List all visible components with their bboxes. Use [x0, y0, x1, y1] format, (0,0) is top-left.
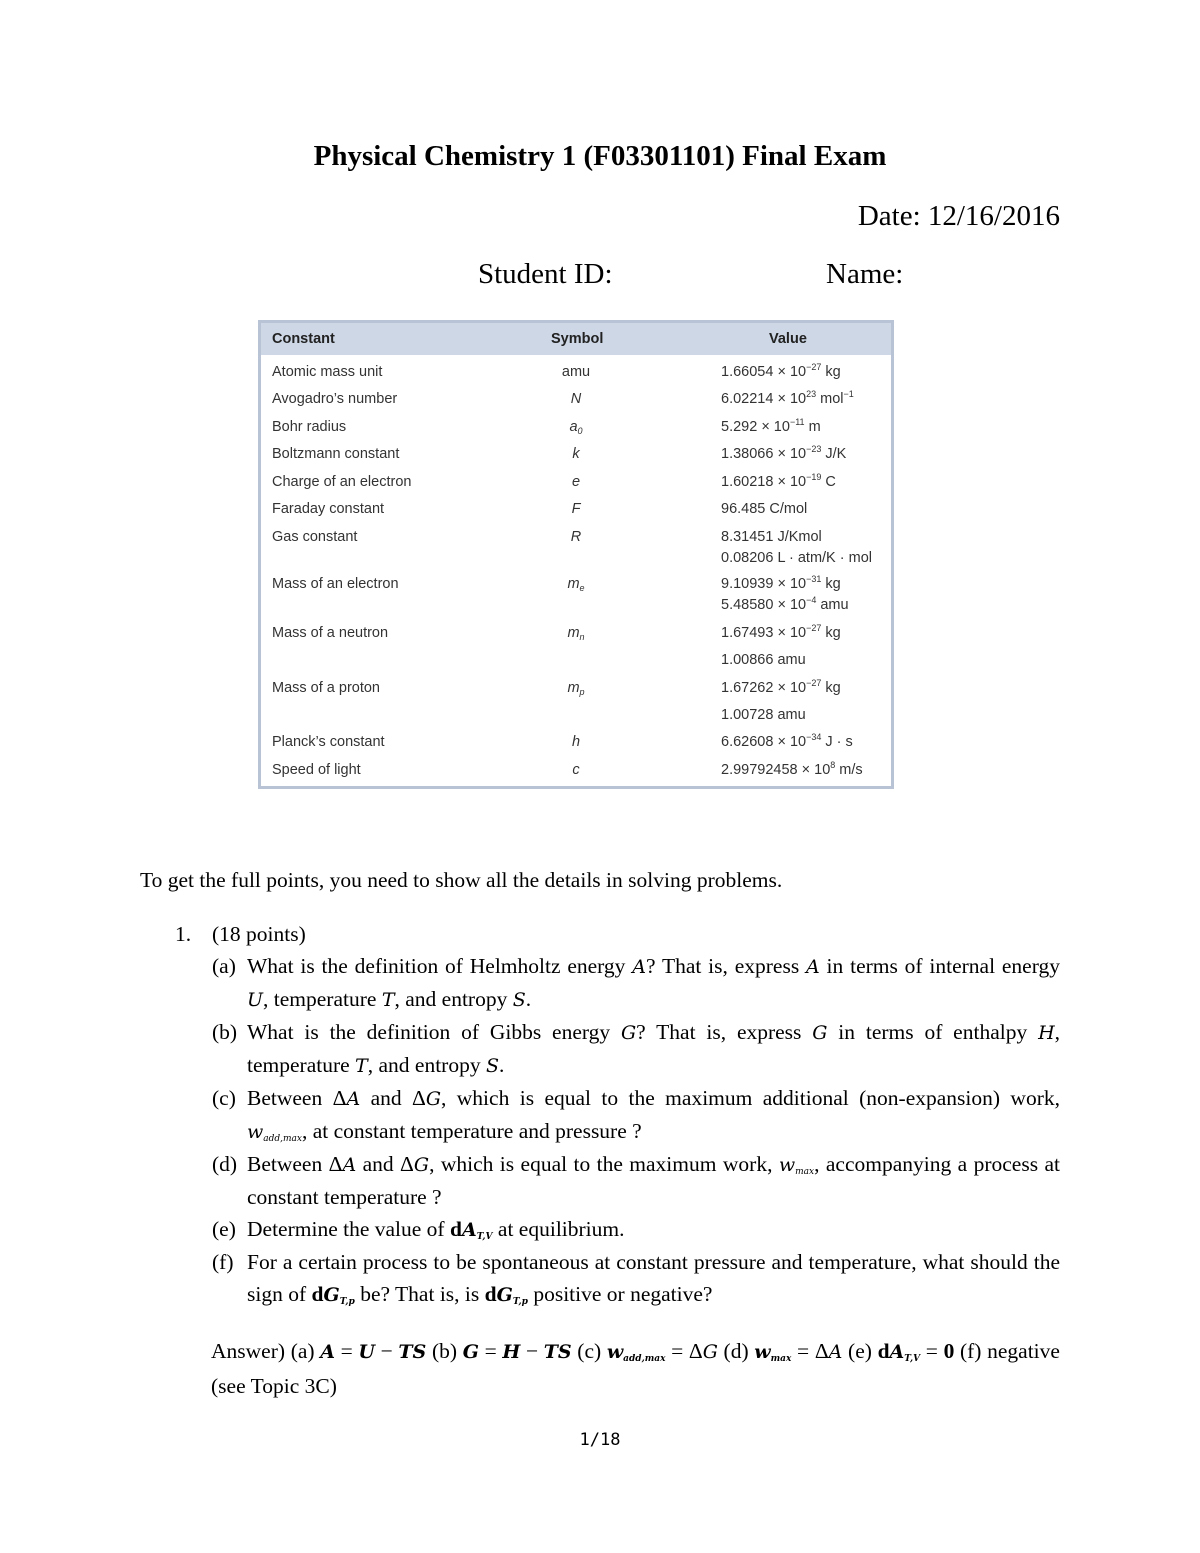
constant-name: Planck’s constant	[272, 734, 385, 750]
question-items	[175, 950, 1060, 1311]
constant-value: $2.99792458 \times 10^8$ m/s	[721, 760, 863, 778]
item-text: For a certain process to be spontaneous at constant pressure and temperature, what should the sign of $dG_{T,p}$ be? That is, is $dG_{T,p}$ positive or negative?	[247, 1250, 1060, 1307]
constant-value: $9.10939 \times 10^{-31}$ kg	[721, 574, 841, 592]
constant-value: $6.02214 \times 10^{23}$ mol$^{-1}$	[721, 389, 854, 407]
column-header-symbol: Symbol	[551, 331, 604, 347]
constant-value-alt: 0.08206 L · atm/K · mol	[721, 550, 872, 566]
item-label: (d)	[212, 1152, 238, 1176]
constant-name: Boltzmann constant	[272, 446, 400, 462]
constant-value: $1.38066 \times 10^{-23}$ J/K	[721, 444, 847, 462]
item-label: (b)	[212, 1020, 238, 1044]
constant-name: Mass of a proton	[272, 680, 380, 696]
question-item-e	[212, 1213, 1060, 1246]
item-label: (c)	[212, 1086, 236, 1110]
constant-value: 96.485 C/mol	[721, 501, 808, 517]
answer-text: Answer) (a) A = U − TS (b) G = H − TS (c) $w_{add,max} = \Delta G$ (d) $w_{max} = \Delta A$ (e) $dA_{T,V} = 0$ (f) negative (see Topic 3C)	[211, 1339, 1060, 1398]
instructions-text: To get the full points, you need to show all the details in solving problems.	[140, 868, 783, 892]
page-number: 1/18	[579, 1430, 621, 1450]
question-item-c	[212, 1082, 1060, 1148]
constant-value: $1.67493 \times 10^{-27}$ kg	[721, 623, 841, 641]
student-id-label: Student ID:	[478, 258, 613, 290]
question-header	[175, 918, 1060, 950]
constant-name: Gas constant	[272, 529, 358, 545]
table-header	[261, 323, 891, 355]
item-label: (f)	[212, 1250, 234, 1274]
constant-name: Faraday constant	[272, 501, 385, 517]
student-name-label: Name:	[826, 258, 904, 290]
constants-table: Constant Symbol Value Atomic mass unit amu $1.66054 \times 10^{-27}$ kg Avogadro’s number N $6.02214 \times 10^{23}$ mol$^{-1}$ Bohr radius $a_0$ $5.292 \times 10^{-11}$ m Boltzmann constant k $1.38066 \times 10^{-23}$ J/K Charge of an electron e $1.60218 \times 10^{-19}$ C Faraday constant F 96.485 C/mol Gas constant R 8.31451 J/Kmol 0.08206 L · atm/K · mol Mass of an electron $m_e$ $9.10939 \times 10^{-31}$ kg $5.48580 \times 10^{-4}$ amu Mass of a neutron $m_n$ $1.67493 \times 10^{-27}$ kg 1.00866 amu Mass of a proton $m_p$ $1.67262 \times 10^{-27}$ kg 1.00728 amu Planck’s constant h $6.62608 \times 10^{-34}$ J · s Speed of light c $2.99792458 \times 10^8$ m/s	[258, 320, 894, 789]
question-item-b	[212, 1016, 1060, 1082]
item-text: Between ΔA and ΔG, which is equal to the maximum work, $w_{max}$, accompanying a process at constant temperature ?	[247, 1152, 1061, 1209]
constant-value-alt: 1.00866 amu	[721, 652, 806, 668]
question-points: (18 points)	[212, 922, 306, 946]
item-label: (e)	[212, 1217, 236, 1241]
constant-value: $1.66054 \times 10^{-27}$ kg	[721, 362, 841, 380]
column-header-constant: Constant	[272, 331, 335, 347]
column-header-value: Value	[769, 331, 807, 347]
constant-name: Mass of a neutron	[272, 625, 389, 641]
question-item-d	[212, 1148, 1060, 1213]
constant-name: Charge of an electron	[272, 474, 412, 490]
item-text: Between ΔA and ΔG, which is equal to the maximum additional (non-expansion) work, $w_{add,max}$, at constant temperature and pressure ?	[247, 1086, 1060, 1144]
constant-value: 8.31451 J/Kmol	[721, 529, 822, 545]
constant-value: $1.67262 \times 10^{-27}$ kg	[721, 678, 841, 696]
constant-name: Bohr radius	[272, 419, 347, 435]
constant-name: Speed of light	[272, 762, 361, 778]
constant-value: $1.60218 \times 10^{-19}$ C	[721, 472, 836, 490]
page-title: Physical Chemistry 1 (F03301101) Final Exam	[313, 140, 887, 172]
constant-name: Atomic mass unit	[272, 364, 383, 380]
item-text: Determine the value of $dA_{T,V}$ at equilibrium.	[247, 1217, 625, 1242]
constant-value-alt: $5.48580 \times 10^{-4}$ amu	[721, 595, 849, 613]
item-text: What is the definition of Helmholtz energy A? That is, express A in terms of internal energy U, temperature T, and entropy S.	[247, 954, 1060, 1011]
question-number: 1.	[175, 922, 192, 946]
exam-date: Date: 12/16/2016	[857, 200, 1060, 232]
constant-value: $6.62608 \times 10^{-34}$ J · s	[721, 732, 853, 750]
item-label: (a)	[212, 954, 236, 978]
constant-value-alt: 1.00728 amu	[721, 707, 806, 723]
constant-name: Avogadro’s number	[272, 391, 398, 407]
constant-name: Mass of an electron	[272, 576, 399, 592]
constant-value: $5.292 \times 10^{-11}$ m	[721, 417, 821, 435]
question-1	[175, 918, 1060, 1311]
item-text: What is the definition of Gibbs energy G? That is, express G in terms of enthalpy H, temperature T, and entropy S.	[247, 1020, 1061, 1077]
question-item-f	[212, 1246, 1060, 1311]
question-item-a	[212, 950, 1060, 1016]
